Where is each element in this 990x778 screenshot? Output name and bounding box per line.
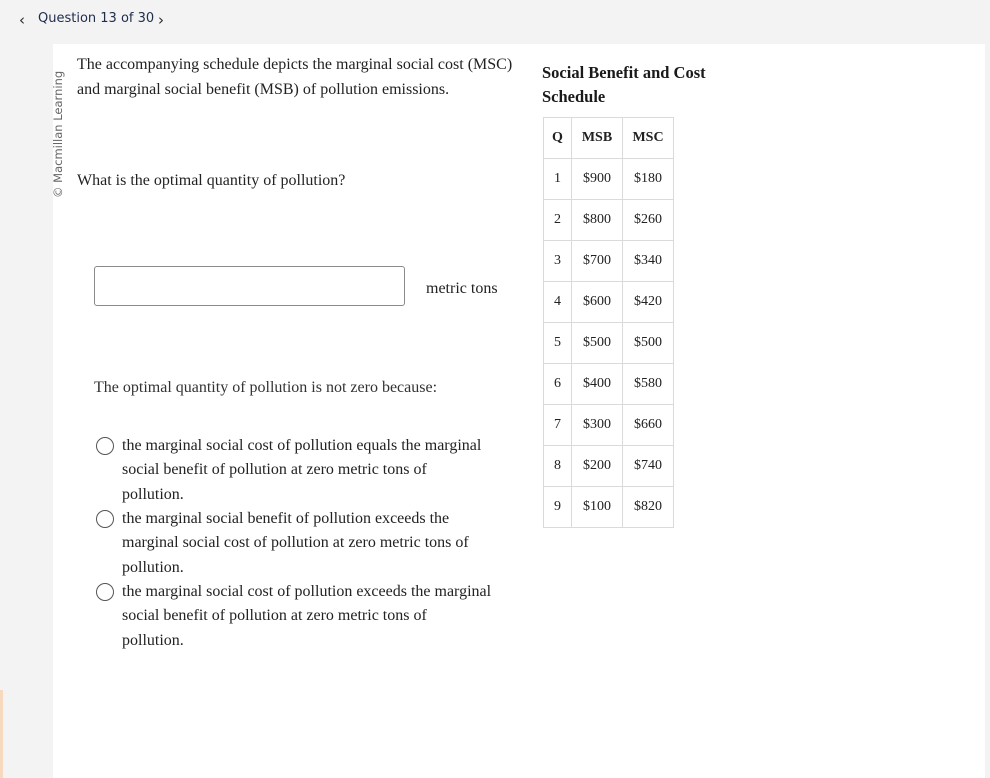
- cell-msb: $300: [572, 405, 623, 446]
- radio-option-1[interactable]: [96, 434, 496, 508]
- header-q: Q: [544, 118, 572, 159]
- radio-button[interactable]: [96, 437, 114, 455]
- radio-option-2[interactable]: [96, 507, 496, 581]
- cell-msb: $500: [572, 323, 623, 364]
- cell-msb: $400: [572, 364, 623, 405]
- header-msb: MSB: [572, 118, 623, 159]
- question-counter[interactable]: Question 13 of 30: [38, 11, 155, 26]
- cell-msb: $100: [572, 487, 623, 528]
- cell-q: 5: [544, 323, 572, 364]
- cell-msc: $260: [623, 200, 674, 241]
- unit-label: metric tons: [426, 280, 498, 297]
- table-row: [544, 487, 674, 528]
- cell-msc: $740: [623, 446, 674, 487]
- table-row: [544, 364, 674, 405]
- cell-msc: $180: [623, 159, 674, 200]
- cell-q: 3: [544, 241, 572, 282]
- table-row: [544, 159, 674, 200]
- radio-button[interactable]: [96, 510, 114, 528]
- option-label: the marginal social cost of pollution exceeds the marginal social benefit of pollution at zero metric tons of pollution.: [122, 583, 492, 649]
- copyright-watermark: © Macmillan Learning: [51, 70, 65, 198]
- cell-q: 4: [544, 282, 572, 323]
- edge-accent: [0, 690, 3, 778]
- cell-msc: $340: [623, 241, 674, 282]
- cell-msc: $580: [623, 364, 674, 405]
- cell-msb: $800: [572, 200, 623, 241]
- option-label: the marginal social benefit of pollution exceeds the marginal social cost of pollution at zero metric tons of pollution.: [122, 510, 469, 576]
- cell-q: 9: [544, 487, 572, 528]
- table-row: [544, 323, 674, 364]
- cell-msc: $500: [623, 323, 674, 364]
- table-header-row: [544, 118, 674, 159]
- schedule-table: [543, 117, 674, 528]
- cell-q: 8: [544, 446, 572, 487]
- radio-option-3[interactable]: [96, 580, 496, 654]
- table-row: [544, 200, 674, 241]
- radio-button[interactable]: [96, 583, 114, 601]
- question-nav-bar: [0, 0, 990, 40]
- cell-msb: $900: [572, 159, 623, 200]
- because-label: The optimal quantity of pollution is not zero because:: [94, 379, 438, 396]
- cell-msc: $660: [623, 405, 674, 446]
- table-row: [544, 241, 674, 282]
- question-prompt: What is the optimal quantity of pollution?: [77, 172, 346, 189]
- cell-q: 1: [544, 159, 572, 200]
- cell-msb: $200: [572, 446, 623, 487]
- next-question-button[interactable]: ›: [158, 11, 164, 29]
- cell-q: 6: [544, 364, 572, 405]
- cell-msb: $600: [572, 282, 623, 323]
- answer-input[interactable]: [94, 266, 405, 306]
- question-intro: The accompanying schedule depicts the marginal social cost (MSC) and marginal social benefit (MSB) of pollution emissions.: [77, 56, 513, 98]
- table-row: [544, 405, 674, 446]
- cell-q: 2: [544, 200, 572, 241]
- table-row: [544, 446, 674, 487]
- cell-q: 7: [544, 405, 572, 446]
- schedule-title: Social Benefit and Cost Schedule: [542, 63, 706, 106]
- table-row: [544, 282, 674, 323]
- question-panel: [53, 44, 985, 778]
- cell-msb: $700: [572, 241, 623, 282]
- cell-msc: $820: [623, 487, 674, 528]
- option-label: the marginal social cost of pollution equals the marginal social benefit of pollution at zero metric tons of pollution.: [122, 437, 482, 503]
- previous-question-button[interactable]: ‹: [19, 11, 25, 29]
- cell-msc: $420: [623, 282, 674, 323]
- header-msc: MSC: [623, 118, 674, 159]
